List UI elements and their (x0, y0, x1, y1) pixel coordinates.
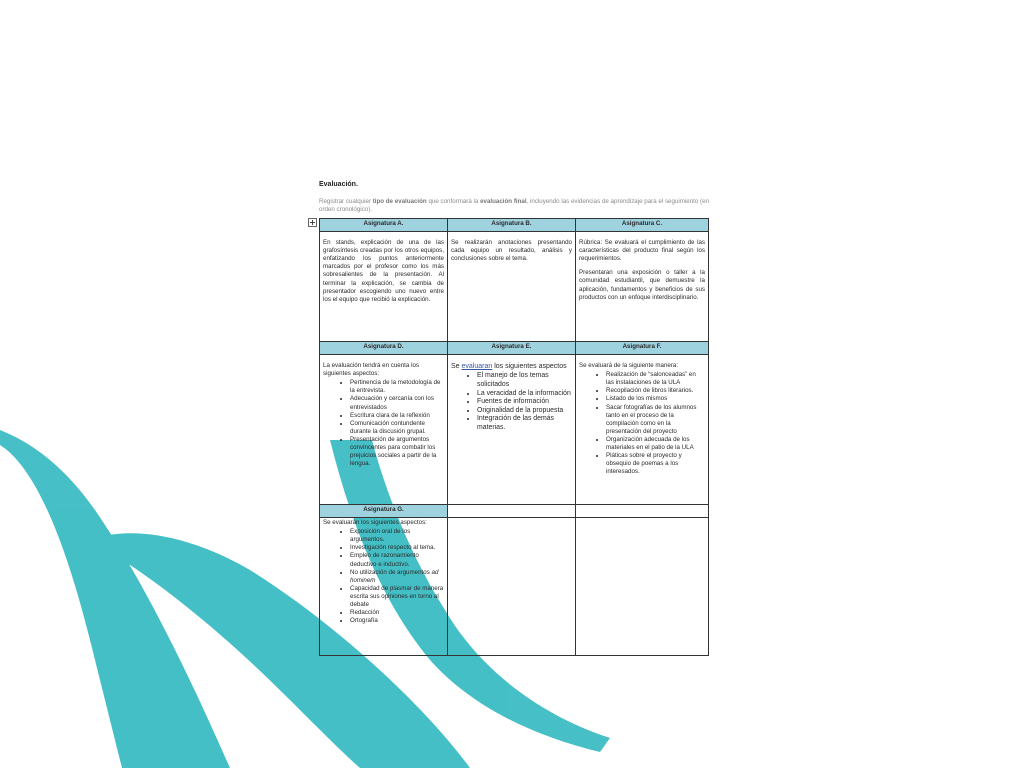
table-cell-c (576, 232, 709, 342)
table-header-row (320, 342, 709, 355)
header-cell: Asignatura A. (320, 219, 448, 232)
list-item: • La veracidad de la información (477, 390, 572, 399)
table-header-row (320, 219, 709, 232)
list-item: • Listado de los mismos (606, 395, 705, 403)
cell-text-part: Se (451, 363, 462, 371)
section-heading: Evaluación. (319, 181, 358, 188)
list-item: • Presentación de argumentos convincentes para combatir los prejuicios sociales a partir de la lengua. (350, 436, 444, 468)
evaluation-table (319, 218, 709, 656)
table-row (320, 355, 709, 505)
cell-text: Se evaluarán los siguientes aspectos: (323, 519, 427, 527)
list-item: • Fuentes de información (477, 398, 572, 407)
list-item: • Realización de “salonceadas” en las instalaciones de la ULA (606, 371, 705, 387)
cell-text: Presentaran una exposición o taller a la comunidad estudiantil, que demuestre la aplicación, fundamentos y beneficios de sus productos con un enfoque interdisciplinario. (579, 269, 705, 301)
table-cell-empty (448, 518, 576, 656)
bullet-list (323, 528, 444, 625)
list-item: • Comunicación contundente durante la discusión grupal. (350, 420, 444, 436)
list-item-text: No utilización de argumentos (350, 568, 432, 576)
cell-text-part: los siguientes aspectos (492, 363, 567, 371)
section-intro (319, 198, 709, 214)
list-item: • Capacidad de plasmar de manera escrita sus opiniones en torno al debate (350, 585, 444, 609)
table-cell-g (320, 518, 448, 656)
intro-text: que conformará la (426, 198, 481, 206)
list-item: • Pláticas sobre el proyecto y obsequio de poemas a los interesados. (606, 452, 705, 476)
table-row (320, 232, 709, 342)
intro-bold-term: evaluación final (480, 198, 527, 206)
bullet-list (579, 371, 705, 476)
table-row (320, 518, 709, 656)
cell-text: Se realizarán anotaciones presentando cada equipo un resultado, análisis y conclusiones sobre el tema. (451, 239, 572, 263)
header-cell: Asignatura D. (320, 342, 448, 355)
header-cell: Asignatura G. (320, 505, 448, 518)
list-item: • Organización adecuada de los materiales en el patio de la ULA (606, 436, 705, 452)
list-item: • Integración de las demás materias. (477, 415, 572, 432)
list-item-italic-text: ad hominem (350, 568, 439, 584)
header-cell: Asignatura B. (448, 219, 576, 232)
header-cell-empty (576, 505, 709, 518)
list-item: • El manejo de los temas solicitados (477, 372, 572, 389)
header-cell: Asignatura E. (448, 342, 576, 355)
list-item: • Originalidad de la propuesta (477, 407, 572, 416)
table-cell-empty (576, 518, 709, 656)
list-item: • Escritura clara de la reflexión (350, 412, 444, 420)
document-page (319, 180, 709, 656)
cell-text: Se evaluará de la siguiente manera: (579, 362, 679, 370)
bullet-list (451, 372, 572, 432)
header-cell: Asignatura C. (576, 219, 709, 232)
table-cell-e (448, 355, 576, 505)
header-cell-empty (448, 505, 576, 518)
header-cell: Asignatura F. (576, 342, 709, 355)
intro-text: , incluyendo las evidencias de aprendizaje para el seguimiento (en orden cronológico). (319, 198, 710, 214)
cell-text: En stands, explicación de una de las grafosíntesis creadas por los otros equipos, enfatizando los puntos anteriormente marcados por el profesor como los más sobresalientes de la presentación. Al terminar la explicación, se cambia de presentador escogiendo uno nuevo entre los el equipo que recibió la explicación. (323, 239, 444, 303)
list-item: • Adecuación y cercanía con los entrevistados (350, 395, 444, 411)
table-cell-b (448, 232, 576, 342)
list-item: • Exposición oral de los argumentos. (350, 528, 444, 544)
list-item: • Ortografía (350, 617, 444, 625)
spellcheck-word-link[interactable]: evaluaran (461, 363, 493, 371)
table-cell-f (576, 355, 709, 505)
table-cell-a (320, 232, 448, 342)
cell-text (451, 362, 572, 371)
table-move-handle-icon[interactable] (308, 218, 317, 227)
bullet-list (323, 379, 444, 468)
list-item: • Pertinencia de la metodología de la entrevista. (350, 379, 444, 395)
list-item: • Empleo de razonamiento deductivo e inductivo. (350, 552, 444, 568)
list-item (350, 569, 444, 585)
cell-text: Rúbrica: Se evaluará el cumplimiento de las características del producto final según los requerimientos. (579, 239, 705, 263)
list-item: • Recopilación de libros literarios. (606, 387, 705, 395)
intro-bold-term: tipo de evaluación (372, 198, 427, 206)
table-cell-d (320, 355, 448, 505)
list-item: • Investigación respecto al tema. (350, 544, 444, 552)
list-item: • Redacción (350, 609, 444, 617)
table-header-row (320, 505, 709, 518)
list-item: • Sacar fotografías de los alumnos tanto en el proceso de la compilación como en la presentación del proyecto (606, 404, 705, 436)
cell-text: La evaluación tendrá en cuenta los siguientes aspectos: (323, 362, 419, 378)
intro-text: Registrar cualquier (319, 198, 373, 206)
